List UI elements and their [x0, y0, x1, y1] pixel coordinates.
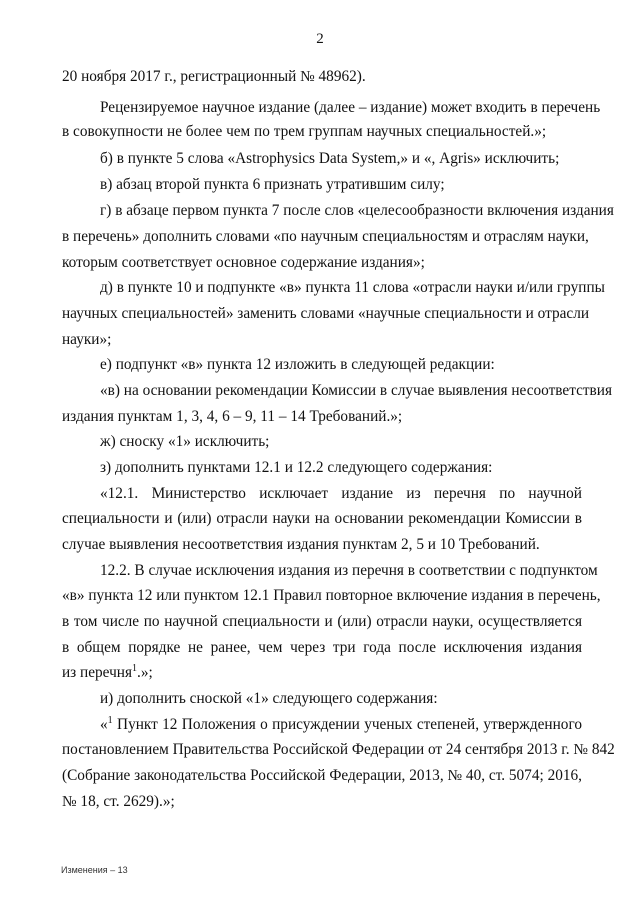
- text-line: 20 ноября 2017 г., регистрационный № 48962).: [62, 68, 366, 85]
- text-line: которым соответствует основное содержание издания»;: [62, 254, 425, 271]
- text-line: ж) сноску «1» исключить;: [100, 433, 270, 450]
- text-line: в том числе по научной специальности и (или) отрасли науки, осуществляется: [62, 613, 582, 630]
- text-line: и) дополнить сноской «1» следующего содержания:: [100, 690, 438, 707]
- text-line: «в» пункта 12 или пунктом 12.1 Правил повторное включение издания в перечень,: [62, 587, 601, 604]
- text-line: «в) на основании рекомендации Комиссии в случае выявления несоответствия: [100, 382, 613, 399]
- footer-note: Изменения – 13: [61, 865, 128, 875]
- text-line: № 18, ст. 2629).»;: [62, 793, 175, 810]
- text-line-with-footnote: [62, 663, 582, 683]
- line-tail: .»;: [137, 664, 153, 681]
- text-line: случае выявления несоответствия издания пунктам 2, 5 и 10 Требований.: [62, 536, 540, 553]
- footnote-marker: 1: [107, 715, 113, 726]
- text-line: з) дополнить пунктами 12.1 и 12.2 следующего содержания:: [100, 459, 493, 476]
- text-line: постановлением Правительства Российской Федерации от 24 сентября 2013 г. № 842: [62, 741, 615, 758]
- text-line: г) в абзаце первом пункта 7 после слов «целесообразности включения издания: [100, 202, 614, 219]
- line-text: Пункт 12 Положения о присуждении ученых степеней, утвержденного: [117, 716, 582, 733]
- text-line: д) в пункте 10 и подпункте «в» пункта 11 слова «отрасли науки и/или группы: [100, 279, 605, 296]
- text-line: специальности и (или) отрасли науки на основании рекомендации Комиссии в: [62, 510, 582, 527]
- text-line: Рецензируемое научное издание (далее – издание) может входить в перечень: [100, 99, 601, 116]
- line-text: из перечня: [62, 664, 133, 681]
- text-line: «12.1. Министерство исключает издание из перечня по научной: [100, 485, 582, 502]
- text-line: в общем порядке не ранее, чем через три года после исключения издания: [62, 639, 582, 656]
- line-prefix: «: [100, 716, 108, 733]
- text-line-with-footnote: [100, 715, 582, 735]
- text-line: в перечень» дополнить словами «по научным специальностям и отраслям науки,: [62, 228, 589, 245]
- text-line: в) абзац второй пункта 6 признать утратившим силу;: [100, 176, 445, 193]
- text-line: (Собрание законодательства Российской Федерации, 2013, № 40, ст. 5074; 2016,: [62, 767, 582, 784]
- text-line: научных специальностей» заменить словами «научные специальности и отрасли: [62, 305, 590, 322]
- text-line: б) в пункте 5 слова «Astrophysics Data System,» и «, Agris» исключить;: [100, 150, 560, 167]
- text-line: в совокупности не более чем по трем группам научных специальностей.»;: [62, 123, 547, 140]
- page-number: 2: [316, 31, 324, 47]
- text-line: е) подпункт «в» пункта 12 изложить в следующей редакции:: [100, 356, 495, 373]
- text-line: науки»;: [62, 331, 112, 348]
- text-line: 12.2. В случае исключения издания из перечня в соответствии с подпунктом: [100, 562, 598, 579]
- text-line: издания пунктам 1, 3, 4, 6 – 9, 11 – 14 Требований.»;: [62, 408, 403, 425]
- footnote-marker: 1: [132, 663, 138, 674]
